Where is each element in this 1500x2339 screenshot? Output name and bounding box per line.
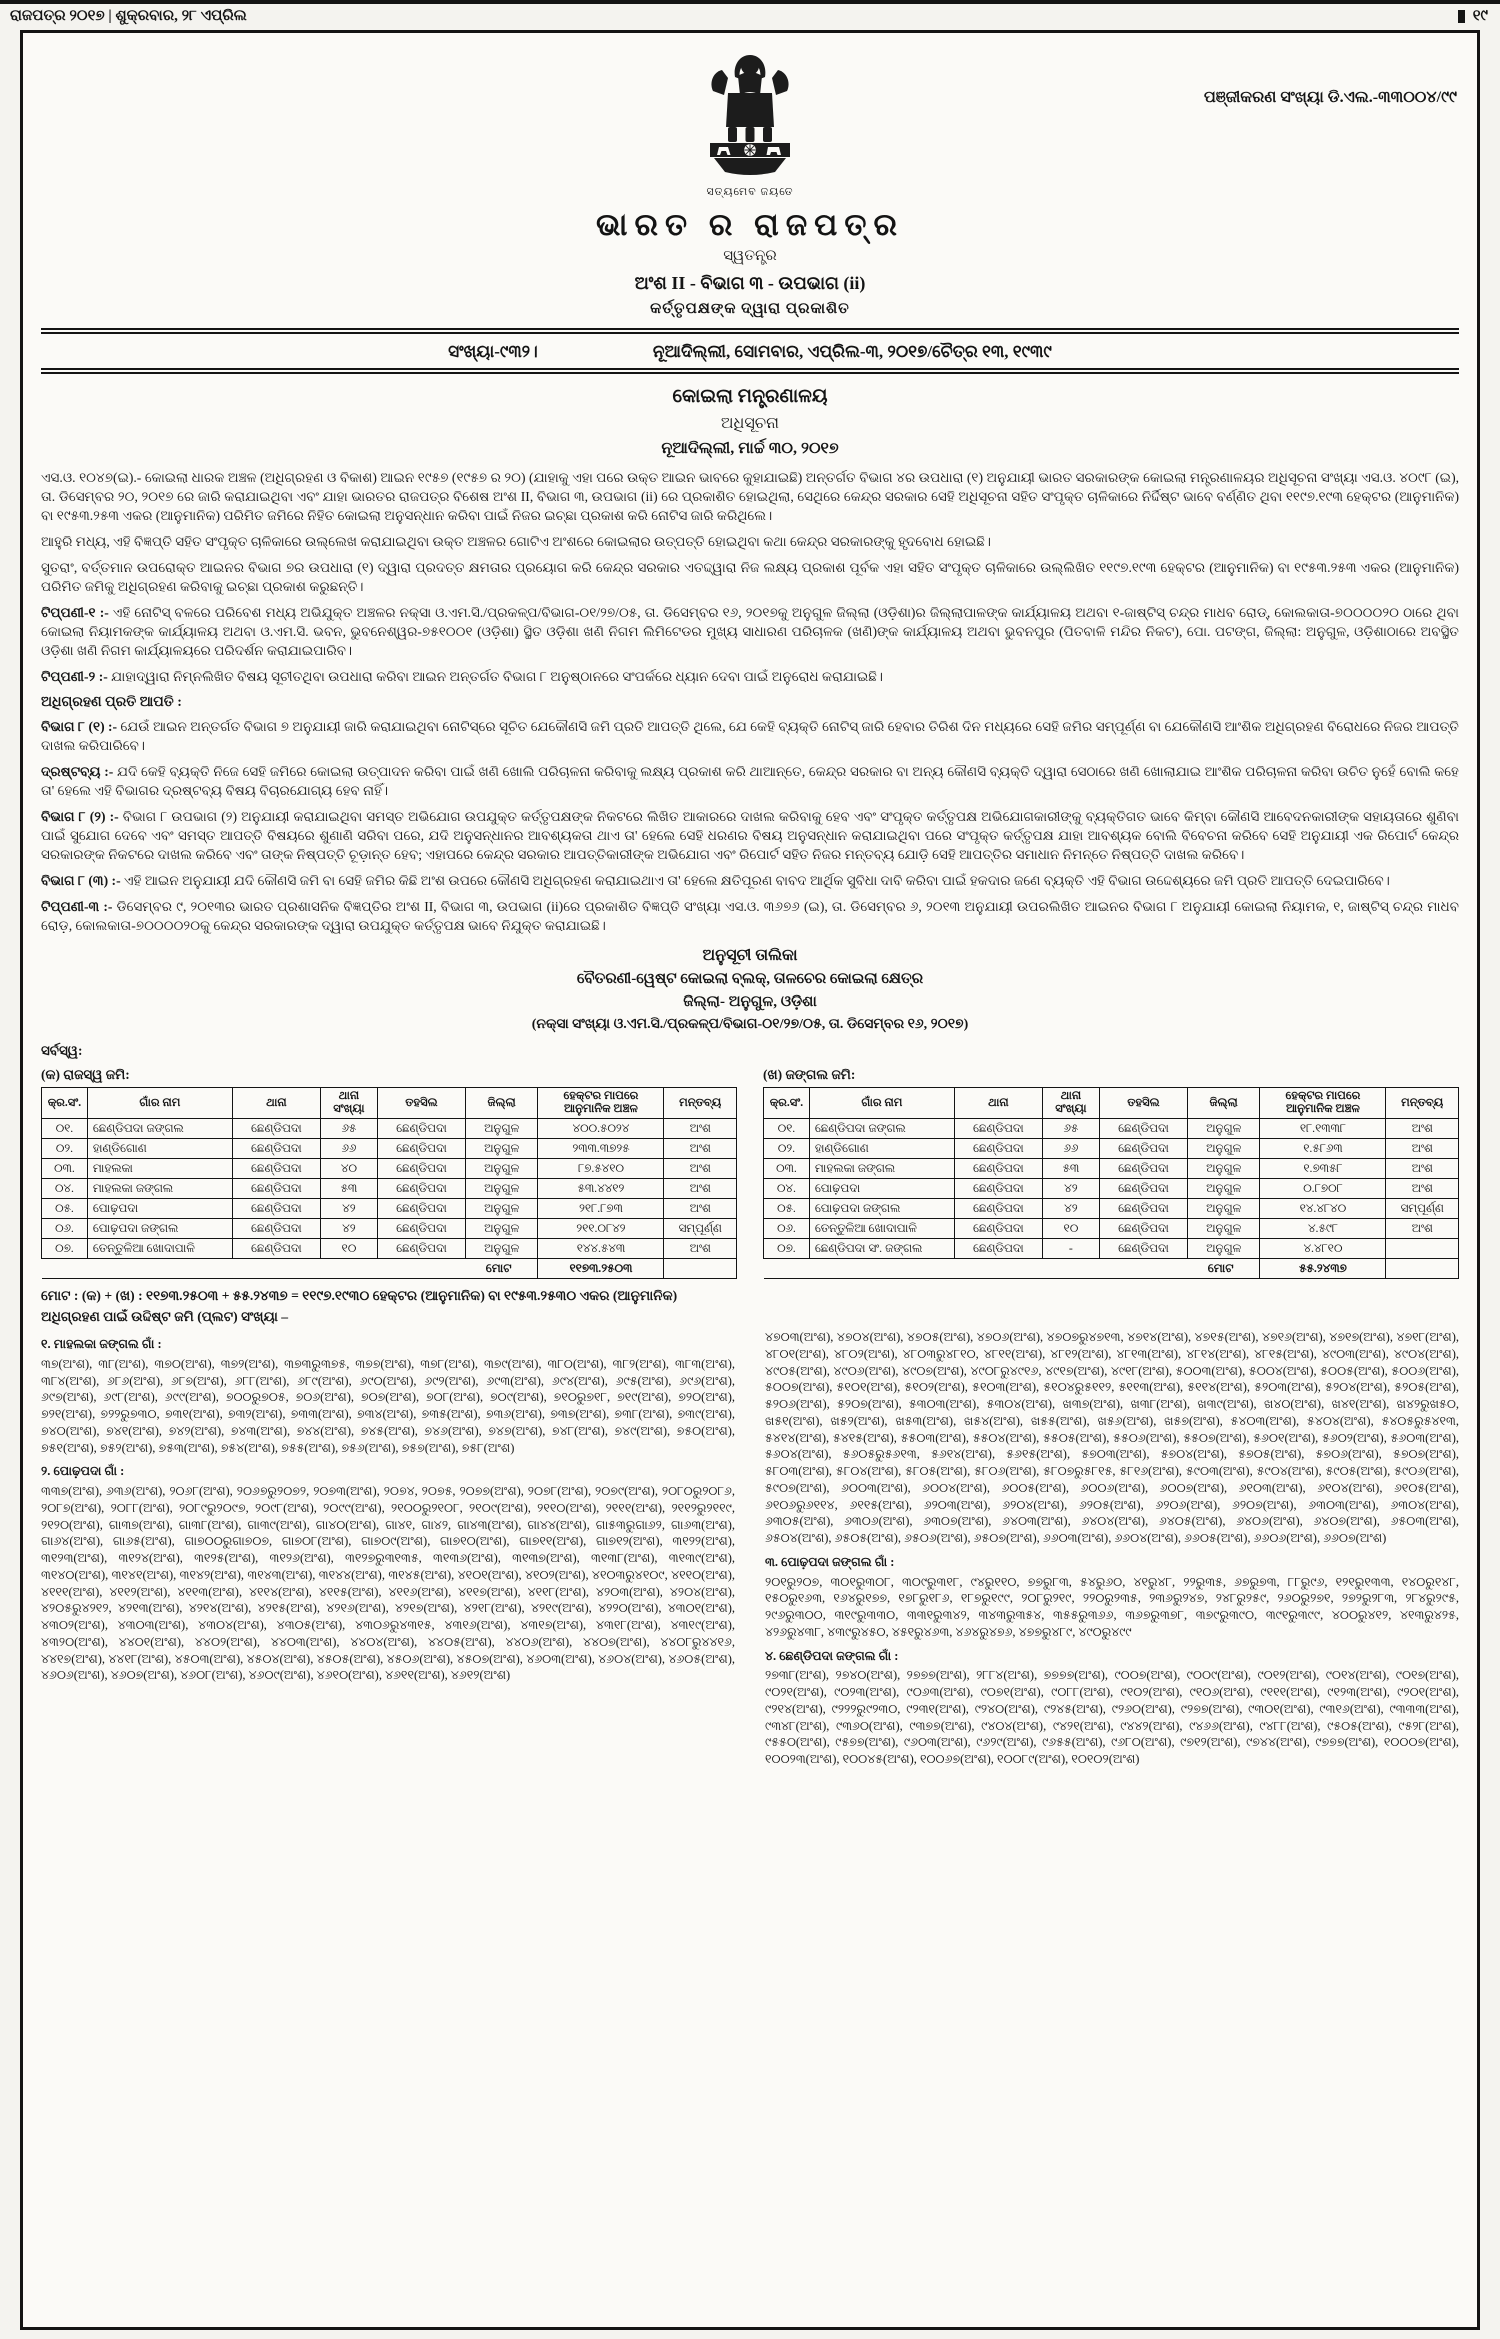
table-header-row bbox=[764, 1088, 1459, 1119]
page-header bbox=[0, 4, 1500, 30]
issue-line bbox=[41, 334, 1459, 368]
table-cell: ଛେଣ୍ଡିପଦା bbox=[232, 1159, 320, 1179]
table-cell: ଅନୁଗୁଳ bbox=[1187, 1159, 1260, 1179]
table-cell: ୫୩.୪୪୧୨ bbox=[538, 1179, 664, 1199]
table-cell: ୪୨ bbox=[320, 1199, 377, 1219]
table-cell: ହାଣ୍ଡିଗୋଣ bbox=[809, 1139, 954, 1159]
ministry-title: କୋଇଲା ମନ୍ତ୍ରଣାଳୟ bbox=[672, 386, 828, 407]
schedule-district: ଜିଲ୍ଲା- ଅନୁଗୁଳ, ଓଡ଼ିଶା bbox=[683, 994, 817, 1011]
table-cell: ତେନ୍ତୁଳିଆ ଖୋଦାପାଳି bbox=[87, 1239, 232, 1259]
table-cell: ୮୭.୫୪୧୦ bbox=[538, 1159, 664, 1179]
table-cell: ଛେଣ୍ଡିପଦା bbox=[954, 1239, 1042, 1259]
plot-section-heading: ୪. ଛେଣ୍ଡିପଦା ଜଙ୍ଗଲ ଗାଁ : bbox=[765, 1648, 899, 1663]
plot-column-right bbox=[765, 1329, 1459, 1771]
revenue-land-caption: (କ) ରାଜସ୍ୱ ଜମି: bbox=[41, 1067, 130, 1083]
table-cell: ୫୫.୨୪୩୭ bbox=[1260, 1259, 1386, 1279]
table-cell: ଛେଣ୍ଡିପଦା bbox=[378, 1239, 466, 1259]
para-finding: ଆହୁରି ମଧ୍ୟ, ଏହି ବିଜ୍ଞପ୍ତି ସହିତ ସଂପୃକ୍ତ ଚାଳିକାରେ ଉଲ୍ଲେଖ କରାଯାଇଥିବା ଉକ୍ତ ଅଞ୍ଚଳର ଗୋଟିଏ ଅଂଶରେ କୋଇଲାର ଉତ୍ପତ୍ତି ହୋଇଥିବା କଥା କେନ୍ଦ୍ର ସରକାରଙ୍କୁ ହୃଦବୋଧ ହୋଇଛି। bbox=[41, 534, 992, 550]
table-cell: ୦୫. bbox=[42, 1199, 88, 1219]
table-cell: ୦୬. bbox=[764, 1219, 810, 1239]
table-cell: ସମ୍ପୂର୍ଣ୍ଣ bbox=[1386, 1199, 1459, 1219]
table-row bbox=[42, 1219, 737, 1239]
table-total-row bbox=[764, 1259, 1459, 1279]
table-cell: ଛେଣ୍ଡିପଦା bbox=[378, 1179, 466, 1199]
property-label: ସର୍ବସ୍ୱ: bbox=[41, 1043, 83, 1059]
table-row bbox=[764, 1139, 1459, 1159]
para-note-1: ଟିପ୍ପଣୀ-୧ :- ଏହି ନୋଟିସ୍ ବଳରେ ପରିବେଶ ମଧ୍ୟ ଅଭିଯୁକ୍ତ ଅଞ୍ଚଳର ନକ୍ସା ଓ.ଏମ.ସି./ପ୍ରକଳ୍ପ/ବିଭାଗ-୦୧/୨୭/୦୫, ତା. ଡିସେମ୍ବର ୧୬, ୨୦୧୭କୁ ଅନୁଗୁଳ ଜିଲ୍ଲା (ଓଡ଼ିଶା)ର ଜିଲ୍ଲାପାଳଙ୍କ କାର୍ଯ୍ୟାଳୟ ଅଥବା ୧-ଜାଷ୍ଟିସ୍ ଚନ୍ଦ୍ର ମାଧବ ରୋଡ୍, କୋଲକାତା-୭୦୦୦୦୨୦ ଠାରେ ଥିବା କୋଇଲା ନିୟାମକଙ୍କ କାର୍ଯ୍ୟାଳୟ ଅଥବା ଓ.ଏମ.ସି. ଭବନ, ଭୁବନେଶ୍ୱର-୭୫୧୦୦୧ (ଓଡ଼ିଶା) ସ୍ଥିତ ଓଡ଼ିଶା ଖଣି ନିଗମ ଲିମିଟେଡର ମୁଖ୍ୟ ସାଧାରଣ ପରିଚାଳକ (ଖଣି)ଙ୍କ କାର୍ଯ୍ୟାଳୟ ଅଥବା ଭୁବନପୁର (ପିତବାଳି ମନ୍ଦିର ନିକଟ), ପୋ. ପଟଙ୍ଗ, ଜିଲ୍ଲା: ଅନୁଗୁଳ, ଓଡ଼ିଶାଠାରେ ଅବସ୍ଥିତ ଓଡ଼ିଶା ଖଣି ନିଗମ କାର୍ଯ୍ୟାଳୟରେ ପରିଦର୍ଶନ କରାଯାଇପାରିବ। bbox=[41, 605, 1459, 659]
plot-section-heading: ୧. ମାହଲକା ଜଙ୍ଗଲ ଗାଁ : bbox=[41, 1337, 162, 1352]
table-cell: ୦୧. bbox=[42, 1119, 88, 1139]
para-declaration: ସୁତରାଂ, ବର୍ତ୍ତମାନ ଉପରୋକ୍ତ ଆଇନର ବିଭାଗ ୭ର ଉପଧାରା (୧) ଦ୍ୱାରା ପ୍ରଦତ୍ତ କ୍ଷମତାର ପ୍ରୟୋଗ କରି କେନ୍ଦ୍ର ସରକାର ଏତଦ୍ଦ୍ୱାରା ନିଜ ଲକ୍ଷ୍ୟ ପ୍ରକାଶ ପୂର୍ବକ ଏହା ସହିତ ସଂପୃକ୍ତ ଚାଳିକାରେ ଉଲ୍ଲିଖିତ ୧୧୯୭.୧୯୩ ହେକ୍ଟର (ଆନୁମାନିକ) ବା ୧୯୫୩.୨୫୩ ଏକର (ଆନୁମାନିକ) ପରିମିତ ଜମିକୁ ଅଧିଗ୍ରହଣ କରିବାକୁ ଇଚ୍ଛା ପ୍ରକାଶ କରୁଛନ୍ତି। bbox=[41, 560, 1459, 595]
table-cell: ଅନୁଗୁଳ bbox=[465, 1239, 538, 1259]
para-section-8-1: ବିଭାଗ ୮ (୧) :- ଯେଉଁ ଆଇନ ଅନ୍ତର୍ଗତ ବିଭାଗ ୭ ଅନୁଯାୟୀ ଜାରି କରାଯାଇଥିବା ନୋଟିସ୍‌ରେ ସୂଚିତ ଯେକୌଣସି ଜମି ପ୍ରତି ଆପତ୍ତି ଥିଲେ, ଯେ କେହି ବ୍ୟକ୍ତି ନୋଟିସ୍ ଜାରି ହେବାର ତିରିଶ ଦିନ ମଧ୍ୟରେ ସେହି ଜମିର ସମ୍ପୂର୍ଣ୍ଣ ବା ଯେକୌଣସି ଆଂଶିକ ଅଧିଗ୍ରହଣ ବିରୋଧରେ ନିଜର ଆପତ୍ତି ଦାଖଲ କରିପାରିବେ। bbox=[41, 718, 1459, 753]
table-cell: ୧୪୪.୫୪୩ bbox=[538, 1239, 664, 1259]
gazette-title: ଭାରତ ର ରାଜପତ୍ର bbox=[596, 207, 904, 242]
table-row bbox=[42, 1139, 737, 1159]
table-cell: ଛେଣ୍ଡିପଦା bbox=[232, 1179, 320, 1199]
table-cell: ମାହଲକା ଜଙ୍ଗଲ bbox=[809, 1159, 954, 1179]
table-cell: ତେନ୍ତୁଳିଆ ଖୋଦାପାଳି bbox=[809, 1219, 954, 1239]
table-cell: ଅଂଶ bbox=[1386, 1159, 1459, 1179]
para-note-explanation: ଦ୍ରଷ୍ଟବ୍ୟ :- ଯଦି କେହି ବ୍ୟକ୍ତି ନିଜେ ସେହି ଜମିରେ କୋଇଲା ଉତ୍ପାଦନ କରିବା ପାଇଁ ଖଣି ଖୋଲି ପରିଚାଳନା କରିବାକୁ ଲକ୍ଷ୍ୟ ପ୍ରକାଶ କରି ଥାଆନ୍ତେ, କେନ୍ଦ୍ର ସରକାର ବା ଅନ୍ୟ କୌଣସି ବ୍ୟକ୍ତି ଦ୍ୱାରା ସେଠାରେ ଖଣି ଖୋଲାଯାଇ ଆଂଶିକ ପରିଚାଳନା କରିବା ଉଚିତ ନୁହେଁ ବୋଲି କହେ ତା' ହେଲେ ଏହି ବିଭାଗର ଦ୍ରଷ୍ଟବ୍ୟ ବିଷୟ ବିଚାରଯୋଗ୍ୟ ହେବ ନାହିଁ। bbox=[41, 763, 1459, 798]
table-cell: ୧.୭୩୫୮ bbox=[1260, 1159, 1386, 1179]
plot-number-list: ୩୩୭(ଅଂଶ), ୬୩୬(ଅଂଶ), ୨୦୬୮(ଅଂଶ), ୨୦୬୭ରୁ୨୦୭୨, ୨୦୭୩(ଅଂଶ), ୨୦୭୪, ୨୦୭୫, ୨୦୭୭(ଅଂଶ), ୨୦୭୮(ଅଂଶ), ୨୦୭୯(ଅଂଶ), ୨୦୮୦ରୁ୨୦୮୬, ୨୦୮୭(ଅଂଶ), ୨୦୮୮(ଅଂଶ), ୨୦୮୯ରୁ୨୦୯୭, ୨୦୯୮(ଅଂଶ), ୨୦୯୯(ଅଂଶ), ୨୧୦୦ରୁ୨୧୦୮, ୨୧୦୯(ଅଂଶ), ୨୧୧୦(ଅଂଶ), ୨୧୧୧(ଅଂଶ), ୨୧୧୨ରୁ୨୧୧୯, ୨୧୨୦(ଅଂଶ), ଗା୩୭(ଅଂଶ), ଗା୩୮(ଅଂଶ), ଗା୩୯(ଅଂଶ), ଗା୪୦(ଅଂଶ), ଗା୪୧, ଗା୪୨, ଗା୪୩(ଅଂଶ), ଗା୪୪(ଅଂଶ), ଗା୫୩ରୁଗା୬୨, ଗା୬୩(ଅଂଶ), ଗା୬୪(ଅଂଶ), ଗା୬୫(ଅଂଶ), ଗା୭୦୦ରୁଗା୭୦୭, ଗା୭୦୮(ଅଂଶ), ଗା୭୦୯(ଅଂଶ), ଗା୭୧୦(ଅଂଶ), ଗା୭୧୧(ଅଂଶ), ଗା୭୧୨(ଅଂଶ), ୩୧୨୨(ଅଂଶ), ୩୧୨୩(ଅଂଶ), ୩୧୨୪(ଅଂଶ), ୩୧୨୫(ଅଂଶ), ୩୧୨୬(ଅଂଶ), ୩୧୨୭ରୁ୩୧୩୫, ୩୧୩୬(ଅଂଶ), ୩୧୩୭(ଅଂଶ), ୩୧୩୮(ଅଂଶ), ୩୧୩୯(ଅଂଶ), ୩୧୪୦(ଅଂଶ), ୩୧୪୧(ଅଂଶ), ୩୧୪୨(ଅଂଶ), ୩୧୪୩(ଅଂଶ), ୩୧୪୪(ଅଂଶ), ୩୧୪୫(ଅଂଶ), ୪୧୦୧(ଅଂଶ), ୪୧୦୨(ଅଂଶ), ୪୧୦୩ରୁ୪୧୦୯, ୪୧୧୦(ଅଂଶ), ୪୧୧୧(ଅଂଶ), ୪୧୧୨(ଅଂଶ), ୪୧୧୩(ଅଂଶ), ୪୧୧୪(ଅଂଶ), ୪୧୧୫(ଅଂଶ), ୪୧୧୬(ଅଂଶ), ୪୧୧୭(ଅଂଶ), ୪୧୧୮(ଅଂଶ), ୪୨୦୩(ଅଂଶ), ୪୨୦୪(ଅଂଶ), ୪୨୦୫ରୁ୪୨୧୨, ୪୨୧୩(ଅଂଶ), ୪୨୧୪(ଅଂଶ), ୪୨୧୫(ଅଂଶ), ୪୨୧୬(ଅଂଶ), ୪୨୧୭(ଅଂଶ), ୪୨୧୮(ଅଂଶ), ୪୨୧୯(ଅଂଶ), ୪୨୨୦(ଅଂଶ), ୪୩୦୧(ଅଂଶ), ୪୩୦୨(ଅଂଶ), ୪୩୦୩(ଅଂଶ), ୪୩୦୪(ଅଂଶ), ୪୩୦୫(ଅଂଶ), ୪୩୦୬ରୁ୪୩୧୫, ୪୩୧୬(ଅଂଶ), ୪୩୧୭(ଅଂଶ), ୪୩୧୮(ଅଂଶ), ୪୩୧୯(ଅଂଶ), ୪୩୨୦(ଅଂଶ), ୪୪୦୧(ଅଂଶ), ୪୪୦୨(ଅଂଶ), ୪୪୦୩(ଅଂଶ), ୪୪୦୪(ଅଂଶ), ୪୪୦୫(ଅଂଶ), ୪୪୦୬(ଅଂଶ), ୪୪୦୭(ଅଂଶ), ୪୪୦୮ରୁ୪୪୧୬, ୪୪୧୭(ଅଂଶ), ୪୪୧୮(ଅଂଶ), ୪୫୦୩(ଅଂଶ), ୪୫୦୪(ଅଂଶ), ୪୫୦୫(ଅଂଶ), ୪୫୦୬(ଅଂଶ), ୪୫୦୭(ଅଂଶ), ୪୬୦୩(ଅଂଶ), ୪୬୦୪(ଅଂଶ), ୪୬୦୫(ଅଂଶ), ୪୬୦୬(ଅଂଶ), ୪୬୦୭(ଅଂଶ), ୪୬୦୮(ଅଂଶ), ୪୬୦୯(ଅଂଶ), ୪୬୧୦(ଅଂଶ), ୪୬୧୧(ଅଂଶ), ୪୬୧୨(ଅଂଶ) bbox=[41, 1484, 735, 1683]
revenue-land-table-wrap bbox=[41, 1063, 737, 1279]
plots-heading: ଅଧିଗ୍ରହଣ ପାଇଁ ଉଦ୍ଦିଷ୍ଟ ଜମି (ପ୍ଲଟ) ସଂଖ୍ୟା – bbox=[41, 1309, 289, 1325]
table-cell bbox=[1386, 1259, 1459, 1279]
issue-place-date: ନୂଆଦିଲ୍ଲୀ, ସୋମବାର, ଏପ୍ରିଲ-୩, ୨୦୧୭/ଚୈତ୍ର ୧୩, ୧୯୩୯ bbox=[652, 342, 1052, 361]
column-header: ତହସିଲ bbox=[1100, 1088, 1188, 1119]
table-cell: ଛେଣ୍ଡିପଦା ଜଙ୍ଗଲ bbox=[809, 1119, 954, 1139]
column-header: ଜିଲ୍ଲା bbox=[1187, 1088, 1260, 1119]
table-cell: ଛେଣ୍ଡିପଦା bbox=[1100, 1219, 1188, 1239]
plot-column-left bbox=[41, 1329, 735, 1771]
column-header: ମନ୍ତବ୍ୟ bbox=[1386, 1088, 1459, 1119]
table-cell: ୬୫ bbox=[320, 1119, 377, 1139]
table-cell: ୬୬ bbox=[320, 1139, 377, 1159]
table-cell bbox=[1386, 1239, 1459, 1259]
table-cell bbox=[664, 1259, 737, 1279]
table-cell: ଛେଣ୍ଡିପଦା bbox=[378, 1219, 466, 1239]
table-row bbox=[42, 1179, 737, 1199]
table-row bbox=[42, 1239, 737, 1259]
table-header-row bbox=[42, 1088, 737, 1119]
table-cell: ୦୨. bbox=[42, 1139, 88, 1159]
table-cell: ଅଂଶ bbox=[1386, 1219, 1459, 1239]
table-cell: ଅନୁଗୁଳ bbox=[465, 1179, 538, 1199]
table-cell: ଛେଣ୍ଡିପଦା bbox=[1100, 1139, 1188, 1159]
table-cell: ୬୫ bbox=[1042, 1119, 1099, 1139]
column-header: ହେକ୍ଟର ମାପରେ ଆନୁମାନିକ ଅଞ୍ଚଳ bbox=[538, 1088, 664, 1119]
table-cell: ପୋଢ଼ପଦା bbox=[809, 1179, 954, 1199]
table-cell: ୧୦ bbox=[320, 1239, 377, 1259]
schedule-title: ଅନୁସୂଚୀ ତାଲିକା bbox=[702, 947, 798, 965]
revenue-land-table bbox=[41, 1087, 737, 1279]
issue-number: ସଂଖ୍ୟା-୯୩୨। bbox=[448, 342, 538, 361]
gazette-page-frame bbox=[20, 30, 1480, 2330]
table-cell: ଅଂଶ bbox=[664, 1199, 737, 1219]
table-row bbox=[764, 1239, 1459, 1259]
table-row bbox=[764, 1119, 1459, 1139]
notification-type: ଅଧିସୂଚନା bbox=[720, 415, 780, 432]
table-row bbox=[764, 1219, 1459, 1239]
grand-total-line: ମୋଟ : (କ) + (ଖ) : ୧୧୭୩.୨୫୦୩ + ୫୫.୨୪୩୭ = ୧୧୯୭.୧୯୩୦ ହେକ୍ଟର (ଆନୁମାନିକ) ବା ୧୯୫୩.୨୫୩୦ ଏକର (ଆନୁମାନିକ) bbox=[41, 1288, 678, 1304]
column-header: ଗାଁର ନାମ bbox=[809, 1088, 954, 1119]
para-section-8-3: ବିଭାଗ ୮ (୩) :- ଏହି ଆଇନ ଅନୁଯାୟୀ ଯଦି କୌଣସି ଜମି ବା ସେହି ଜମିର କିଛି ଅଂଶ ଉପରେ କୌଣସି ଅଧିଗ୍ରହଣ କରାଯାଇଥାଏ ତା' ହେଲେ କ୍ଷତିପୂରଣ ବାବଦ ଆର୍ଥିକ ସୁବିଧା ଦାବି କରିବା ପାଇଁ ହକଦାର ଜଣେ ବ୍ୟକ୍ତି ଏହି ବିଭାଗ ଉଦ୍ଦେଶ୍ୟରେ ଜମି ପ୍ରତି ଆପତ୍ତି ଦେଇପାରିବେ। bbox=[41, 873, 1390, 889]
table-cell: ମାହଲକା bbox=[87, 1159, 232, 1179]
table-cell: ଛେଣ୍ଡିପଦା bbox=[954, 1119, 1042, 1139]
table-cell: ୨୧୧.୦୮୪୨ bbox=[538, 1219, 664, 1239]
table-cell: ୧୦ bbox=[1042, 1219, 1099, 1239]
table-cell: ଅନୁଗୁଳ bbox=[1187, 1179, 1260, 1199]
table-cell: ଛେଣ୍ଡିପଦା ସଂ. ଜଙ୍ଗଲ bbox=[809, 1239, 954, 1259]
table-cell: ୦୪. bbox=[42, 1179, 88, 1199]
table-cell: ମୋଟ bbox=[764, 1259, 1260, 1279]
table-row bbox=[42, 1119, 737, 1139]
table-cell: ପୋଢ଼ପଦା ଜଙ୍ଗଲ bbox=[87, 1219, 232, 1239]
table-cell: ୦୪. bbox=[764, 1179, 810, 1199]
table-cell: ଅଂଶ bbox=[664, 1119, 737, 1139]
table-cell: ୫୩ bbox=[320, 1179, 377, 1199]
column-header: ମନ୍ତବ୍ୟ bbox=[664, 1088, 737, 1119]
table-cell: ଅଂଶ bbox=[1386, 1139, 1459, 1159]
column-header: ତହସିଲ bbox=[378, 1088, 466, 1119]
table-cell: ଅଂଶ bbox=[664, 1239, 737, 1259]
plot-section-heading: ୨. ପୋଢ଼ପଦା ଗାଁ : bbox=[41, 1464, 125, 1479]
table-cell: ଅଂଶ bbox=[1386, 1119, 1459, 1139]
column-header: ଜିଲ୍ଲା bbox=[465, 1088, 538, 1119]
table-cell: ୦୧. bbox=[764, 1119, 810, 1139]
plot-number-columns bbox=[41, 1329, 1459, 1771]
table-cell: ୪୨ bbox=[1042, 1179, 1099, 1199]
table-cell: ୫୩ bbox=[1042, 1159, 1099, 1179]
table-cell: ୧୮.୧୩୩୮ bbox=[1260, 1119, 1386, 1139]
table-total-row bbox=[42, 1259, 737, 1279]
column-header: କ୍ର.ସଂ. bbox=[764, 1088, 810, 1119]
table-cell: ୧୧୭୩.୨୫୦୩ bbox=[538, 1259, 664, 1279]
page-number: ୧୯ bbox=[1472, 8, 1488, 24]
registration-number: ପଞ୍ଜୀକରଣ ସଂଖ୍ୟା ଡି.ଏଲ.-୩୩୦୦୪/୯୯ bbox=[1203, 89, 1457, 106]
column-header: ଥାନା ସଂଖ୍ୟା bbox=[1042, 1088, 1099, 1119]
table-cell: ଛେଣ୍ଡିପଦା bbox=[954, 1179, 1042, 1199]
national-emblem-icon bbox=[702, 49, 798, 179]
table-cell: ମାହଲକା ଜଙ୍ଗଲ bbox=[87, 1179, 232, 1199]
table-cell: ଛେଣ୍ଡିପଦା bbox=[232, 1119, 320, 1139]
table-cell: ଛେଣ୍ଡିପଦା bbox=[954, 1199, 1042, 1219]
schedule-map-reference: (ନକ୍ସା ସଂଖ୍ୟା ଓ.ଏମ.ସି./ପ୍ରକଳ୍ପ/ବିଭାଗ-୦୧/୨୭/୦୫, ତା. ଡିସେମ୍ବର ୧୬, ୨୦୧୭) bbox=[531, 1017, 969, 1033]
table-cell: ୦୫. bbox=[764, 1199, 810, 1219]
table-cell: ୪୦ bbox=[320, 1159, 377, 1179]
table-cell: ଅଂଶ bbox=[664, 1159, 737, 1179]
table-cell: ୬୬ bbox=[1042, 1139, 1099, 1159]
gazette-part-line: ଅଂଶ II - ବିଭାଗ ୩ - ଉପଭାଗ (ii) bbox=[634, 273, 866, 293]
table-row bbox=[764, 1199, 1459, 1219]
table-cell: ୦୨. bbox=[764, 1139, 810, 1159]
table-cell: ୦୬. bbox=[42, 1219, 88, 1239]
table-row bbox=[764, 1179, 1459, 1199]
table-cell: ଅନୁଗୁଳ bbox=[465, 1159, 538, 1179]
land-tables bbox=[41, 1063, 1459, 1279]
table-cell: ୪୨ bbox=[320, 1219, 377, 1239]
column-header: ଥାନା bbox=[954, 1088, 1042, 1119]
plot-number-list: ୪୭୦୩(ଅଂଶ), ୪୭୦୪(ଅଂଶ), ୪୭୦୫(ଅଂଶ), ୪୭୦୬(ଅଂଶ), ୪୭୦୭ରୁ୪୭୧୩, ୪୭୧୪(ଅଂଶ), ୪୭୧୫(ଅଂଶ), ୪୭୧୬(ଅଂଶ), ୪୭୧୭(ଅଂଶ), ୪୭୧୮(ଅଂଶ), ୪୮୦୧(ଅଂଶ), ୪୮୦୨(ଅଂଶ), ୪୮୦୩ରୁ୪୮୧୦, ୪୮୧୧(ଅଂଶ), ୪୮୧୨(ଅଂଶ), ୪୮୧୩(ଅଂଶ), ୪୮୧୪(ଅଂଶ), ୪୮୧୫(ଅଂଶ), ୪୯୦୩(ଅଂଶ), ୪୯୦୪(ଅଂଶ), ୪୯୦୫(ଅଂଶ), ୪୯୦୬(ଅଂଶ), ୪୯୦୭(ଅଂଶ), ୪୯୦୮ରୁ୪୯୧୬, ୪୯୧୭(ଅଂଶ), ୪୯୧୮(ଅଂଶ), ୫୦୦୩(ଅଂଶ), ୫୦୦୪(ଅଂଶ), ୫୦୦୫(ଅଂଶ), ୫୦୦୬(ଅଂଶ), ୫୦୦୭(ଅଂଶ), ୫୧୦୧(ଅଂଶ), ୫୧୦୨(ଅଂଶ), ୫୧୦୩(ଅଂଶ), ୫୧୦୪ରୁ୫୧୧୨, ୫୧୧୩(ଅଂଶ), ୫୧୧୪(ଅଂଶ), ୫୨୦୩(ଅଂଶ), ୫୨୦୪(ଅଂଶ), ୫୨୦୫(ଅଂଶ), ୫୨୦୬(ଅଂଶ), ୫୨୦୭(ଅଂଶ), ୫୩୦୩(ଅଂଶ), ୫୩୦୪(ଅଂଶ), ଖ୩୭(ଅଂଶ), ଖ୩୮(ଅଂଶ), ଖ୩୯(ଅଂଶ), ଖ୪୦(ଅଂଶ), ଖ୪୧(ଅଂଶ), ଖ୪୨ରୁଖ୫୦, ଖ୫୧(ଅଂଶ), ଖ୫୨(ଅଂଶ), ଖ୫୩(ଅଂଶ), ଖ୫୪(ଅଂଶ), ଖ୫୫(ଅଂଶ), ଖ୫୬(ଅଂଶ), ଖ୫୭(ଅଂଶ), ୫୪୦୩(ଅଂଶ), ୫୪୦୪(ଅଂଶ), ୫୪୦୫ରୁ୫୪୧୩, ୫୪୧୪(ଅଂଶ), ୫୪୧୫(ଅଂଶ), ୫୫୦୩(ଅଂଶ), ୫୫୦୪(ଅଂଶ), ୫୫୦୫(ଅଂଶ), ୫୫୦୬(ଅଂଶ), ୫୫୦୭(ଅଂଶ), ୫୬୦୧(ଅଂଶ), ୫୬୦୨(ଅଂଶ), ୫୬୦୩(ଅଂଶ), ୫୬୦୪(ଅଂଶ), ୫୬୦୫ରୁ୫୬୧୩, ୫୬୧୪(ଅଂଶ), ୫୬୧୫(ଅଂଶ), ୫୭୦୩(ଅଂଶ), ୫୭୦୪(ଅଂଶ), ୫୭୦୫(ଅଂଶ), ୫୭୦୬(ଅଂଶ), ୫୭୦୭(ଅଂଶ), ୫୮୦୩(ଅଂଶ), ୫୮୦୪(ଅଂଶ), ୫୮୦୫(ଅଂଶ), ୫୮୦୬(ଅଂଶ), ୫୮୦୭ରୁ୫୮୧୫, ୫୮୧୬(ଅଂଶ), ୫୯୦୩(ଅଂଶ), ୫୯୦୪(ଅଂଶ), ୫୯୦୫(ଅଂଶ), ୫୯୦୬(ଅଂଶ), ୫୯୦୭(ଅଂଶ), ୬୦୦୩(ଅଂଶ), ୬୦୦୪(ଅଂଶ), ୬୦୦୫(ଅଂଶ), ୬୦୦୬(ଅଂଶ), ୬୦୦୭(ଅଂଶ), ୬୧୦୩(ଅଂଶ), ୬୧୦୪(ଅଂଶ), ୬୧୦୫(ଅଂଶ), ୬୧୦୬ରୁ୬୧୧୪, ୬୧୧୫(ଅଂଶ), ୬୨୦୩(ଅଂଶ), ୬୨୦୪(ଅଂଶ), ୬୨୦୫(ଅଂଶ), ୬୨୦୬(ଅଂଶ), ୬୨୦୭(ଅଂଶ), ୬୩୦୩(ଅଂଶ), ୬୩୦୪(ଅଂଶ), ୬୩୦୫(ଅଂଶ), ୬୩୦୬(ଅଂଶ), ୬୩୦୭(ଅଂଶ), ୬୪୦୩(ଅଂଶ), ୬୪୦୪(ଅଂଶ), ୬୪୦୫(ଅଂଶ), ୬୪୦୬(ଅଂଶ), ୬୪୦୭(ଅଂଶ), ୬୫୦୩(ଅଂଶ), ୬୫୦୪(ଅଂଶ), ୬୫୦୫(ଅଂଶ), ୬୫୦୬(ଅଂଶ), ୬୫୦୭(ଅଂଶ), ୬୬୦୩(ଅଂଶ), ୬୬୦୪(ଅଂଶ), ୬୬୦୫(ଅଂଶ), ୬୬୦୬(ଅଂଶ), ୬୬୦୭(ଅଂଶ) bbox=[765, 1330, 1459, 1546]
column-header: କ୍ର.ସଂ. bbox=[42, 1088, 88, 1119]
table-cell: ଅନୁଗୁଳ bbox=[465, 1219, 538, 1239]
column-header: ଥାନା bbox=[232, 1088, 320, 1119]
table-cell: ୨୧୮.୮୭୩ bbox=[538, 1199, 664, 1219]
table-cell: ୪.୪୮୧୦ bbox=[1260, 1239, 1386, 1259]
table-cell: ଅନୁଗୁଳ bbox=[1187, 1119, 1260, 1139]
table-cell: ୦.୮୭୦୮ bbox=[1260, 1179, 1386, 1199]
table-cell: ଛେଣ୍ଡିପଦା bbox=[232, 1139, 320, 1159]
table-cell: ଅଂଶ bbox=[1386, 1179, 1459, 1199]
table-cell: ଛେଣ୍ଡିପଦା bbox=[378, 1199, 466, 1219]
table-cell: ୪୦୦.୫୦୨୪ bbox=[538, 1119, 664, 1139]
schedule-coal-block: ବୈତରଣୀ-ୱେଷ୍ଟ କୋଇଲା ବ୍ଲକ୍, ତାଳଚେର କୋଇଲା କ୍ଷେତ୍ର bbox=[576, 971, 924, 988]
table-cell: ପୋଢ଼ପଦା bbox=[87, 1199, 232, 1219]
table-cell: ଅନୁଗୁଳ bbox=[1187, 1139, 1260, 1159]
table-cell: ଛେଣ୍ଡିପଦା bbox=[378, 1159, 466, 1179]
table-row bbox=[764, 1159, 1459, 1179]
table-cell: ମୋଟ bbox=[42, 1259, 538, 1279]
table-cell: ଛେଣ୍ଡିପଦା bbox=[232, 1219, 320, 1239]
section-heading-objections: ଅଧିଗ୍ରହଣ ପ୍ରତି ଆପତି : bbox=[41, 695, 182, 711]
emblem-motto: ସତ୍ୟମେବ ଜୟତେ bbox=[706, 186, 794, 198]
table-cell: ଛେଣ୍ଡିପଦା ଜଙ୍ଗଲ bbox=[87, 1119, 232, 1139]
plot-number-list: ୩୭(ଅଂଶ), ୩୮(ଅଂଶ), ୩୭୦(ଅଂଶ), ୩୭୨(ଅଂଶ), ୩୭୩ରୁ୩୭୫, ୩୭୭(ଅଂଶ), ୩୭୮(ଅଂଶ), ୩୭୯(ଅଂଶ), ୩୮୦(ଅଂଶ), ୩୮୨(ଅଂଶ), ୩୮୩(ଅଂଶ), ୩୮୪(ଅଂଶ), ୬୮୬(ଅଂଶ), ୬୮୭(ଅଂଶ), ୬୮୮(ଅଂଶ), ୬୮୯(ଅଂଶ), ୬୯୦(ଅଂଶ), ୬୯୨(ଅଂଶ), ୬୯୩(ଅଂଶ), ୬୯୪(ଅଂଶ), ୬୯୫(ଅଂଶ), ୬୯୬(ଅଂଶ), ୬୯୭(ଅଂଶ), ୬୯୮(ଅଂଶ), ୬୯୯(ଅଂଶ), ୭୦୦ରୁ୭୦୫, ୭୦୬(ଅଂଶ), ୭୦୭(ଅଂଶ), ୭୦୮(ଅଂଶ), ୭୦୯(ଅଂଶ), ୭୧୦ରୁ୭୧୮, ୭୧୯(ଅଂଶ), ୭୨୦(ଅଂଶ), ୭୨୧(ଅଂଶ), ୭୨୨ରୁ୭୩୦, ୭୩୧(ଅଂଶ), ୭୩୨(ଅଂଶ), ୭୩୩(ଅଂଶ), ୭୩୪(ଅଂଶ), ୭୩୫(ଅଂଶ), ୭୩୬(ଅଂଶ), ୭୩୭(ଅଂଶ), ୭୩୮(ଅଂଶ), ୭୩୯(ଅଂଶ), ୭୪୦(ଅଂଶ), ୭୪୧(ଅଂଶ), ୭୪୨(ଅଂଶ), ୭୪୩(ଅଂଶ), ୭୪୪(ଅଂଶ), ୭୪୫(ଅଂଶ), ୭୪୬(ଅଂଶ), ୭୪୭(ଅଂଶ), ୭୪୮(ଅଂଶ), ୭୪୯(ଅଂଶ), ୭୫୦(ଅଂଶ), ୭୫୧(ଅଂଶ), ୭୫୨(ଅଂଶ), ୭୫୩(ଅଂଶ), ୭୫୪(ଅଂଶ), ୭୫୫(ଅଂଶ), ୭୫୬(ଅଂଶ), ୭୫୭(ଅଂଶ), ୭୫୮(ଅଂଶ) bbox=[41, 1356, 735, 1455]
table-cell: - bbox=[1042, 1239, 1099, 1259]
column-header: ହେକ୍ଟର ମାପରେ ଆନୁମାନିକ ଅଞ୍ଚଳ bbox=[1260, 1088, 1386, 1119]
table-cell: ହାଣ୍ଡିଗୋଣ bbox=[87, 1139, 232, 1159]
schedule-block bbox=[41, 947, 1459, 1033]
plot-section-heading: ୩. ପୋଢ଼ପଦା ଜଙ୍ଗଲ ଗାଁ : bbox=[765, 1554, 895, 1569]
table-cell: ଛେଣ୍ଡିପଦା bbox=[232, 1239, 320, 1259]
table-cell: ପୋଢ଼ପଦା ଜଙ୍ଗଲ bbox=[809, 1199, 954, 1219]
forest-land-table bbox=[763, 1087, 1459, 1279]
table-row bbox=[42, 1199, 737, 1219]
table-cell: ୪.୫୯୮ bbox=[1260, 1219, 1386, 1239]
table-cell: ଛେଣ୍ଡିପଦା bbox=[1100, 1179, 1188, 1199]
table-cell: ଅନୁଗୁଳ bbox=[1187, 1239, 1260, 1259]
table-row bbox=[42, 1159, 737, 1179]
forest-land-table-wrap bbox=[763, 1063, 1459, 1279]
para-so-number: ଏସ.ଓ. ୧୦୪୭(ଇ).- କୋଇଲା ଧାରକ ଅଞ୍ଚଳ (ଅଧିଗ୍ରହଣ ଓ ବିକାଶ) ଆଇନ ୧୯୫୭ (୧୯୫୭ ର ୨୦) (ଯାହାକୁ ଏହା ପରେ ଉକ୍ତ ଆଇନ ଭାବରେ କୁହାଯାଇଛି) ଅନ୍ତର୍ଗତ ବିଭାଗ ୪ର ଉପଧାରା (୧) ଅନୁଯାୟୀ ଭାରତ ସରକାରଙ୍କ କୋଇଲା ମନ୍ତ୍ରଣାଳୟର ଅଧିସୂଚନା ସଂଖ୍ୟା ଏସ.ଓ. ୪୦୯୮ (ଇ), ତା. ଡିସେମ୍ବର ୨୦, ୨୦୧୭ ରେ ଜାରି କରାଯାଇଥିବା ଏବଂ ଯାହା ଭାରତର ରାଜପତ୍ର ବିଶେଷ ଅଂଶ II, ବିଭାଗ ୩, ଉପଭାଗ (ii) ରେ ପ୍ରକାଶିତ ହୋଇଥିଲା, ସେଥିରେ କେନ୍ଦ୍ର ସରକାର ସେହି ଅଧିସୂଚନା ସହିତ ସଂପୃକ୍ତ ଚାଳିକାରେ ନିର୍ଦ୍ଦିଷ୍ଟ ଭାବେ ବର୍ଣ୍ଣିତ ଥିବା ୧୧୯୭.୧୯୩ ହେକ୍ଟର (ଆନୁମାନିକ) ବା ୧୯୫୩.୨୫୩ ଏକର (ଆନୁମାନିକ) ପରିମିତ ଜମିରେ ନିହିତ କୋଇଲା ଅନୁସନ୍ଧାନ କରିବା ପାଇଁ ନିଜର ଇଚ୍ଛା ପ୍ରକାଶ କରି ନୋଟିସ ଜାରି କରିଥିଲେ। bbox=[41, 470, 1459, 524]
page-header-left: ରାଜପତ୍ର ୨୦୧୭ | ଶୁକ୍ରବାର, ୨୮ ଏପ୍ରିଲ bbox=[10, 8, 247, 24]
column-header: ଗାଁର ନାମ bbox=[87, 1088, 232, 1119]
page-edge-mark-icon bbox=[1458, 10, 1465, 23]
table-cell: ଅନୁଗୁଳ bbox=[465, 1139, 538, 1159]
para-note-3: ଟିପ୍ପଣୀ-୩ :- ଡିସେମ୍ବର ୯, ୨୦୧୩ର ଭାରତ ପ୍ରଶାସନିକ ବିଜ୍ଞପ୍ତିର ଅଂଶ II, ବିଭାଗ ୩, ଉପଭାଗ (ii)ରେ ପ୍ରକାଶିତ ବିଜ୍ଞପ୍ତି ସଂଖ୍ୟା ଏସ.ଓ. ୩୬୭୬ (ଇ), ତା. ଡିସେମ୍ବର ୬, ୨୦୧୩ ଅନୁଯାୟୀ ଉପରଲିଖିତ ଆଇନର ବିଭାଗ ୮ ଅନୁଯାୟୀ କୋଇଲା ନିୟାମକ, ୧, ଜାଷ୍ଟିସ୍ ଚନ୍ଦ୍ର ମାଧବ ରୋଡ଼, କୋଲକାତା-୭୦୦୦୦୨୦କୁ କେନ୍ଦ୍ର ସରକାରଙ୍କ ଦ୍ୱାରା ଉପଯୁକ୍ତ କର୍ତ୍ତୃପକ୍ଷ ଭାବେ ନିଯୁକ୍ତ କରାଯାଇଛି। bbox=[41, 899, 1459, 934]
table-cell: ଅନୁଗୁଳ bbox=[1187, 1219, 1260, 1239]
para-note-2: ଟିପ୍ପଣୀ-୨ :- ଯାହାଦ୍ୱାରା ନିମ୍ନଲିଖିତ ବିଷୟ ସୂଚୀତଥିବା ଉପଧାରା କରିବା ଆଇନ ଅନ୍ତର୍ଗତ ବିଭାଗ ୮ ଅନୁଷ୍ଠାନରେ ସଂପର୍କରେ ଧ୍ୟାନ ଦେବା ପାଇଁ ଅନୁରୋଧ କରାଯାଇଛି। bbox=[41, 669, 884, 685]
column-header: ଥାନା ସଂଖ୍ୟା bbox=[320, 1088, 377, 1119]
table-cell: ଛେଣ୍ଡିପଦା bbox=[232, 1199, 320, 1219]
table-cell: ଅଂଶ bbox=[664, 1179, 737, 1199]
table-cell: ୦୩. bbox=[764, 1159, 810, 1179]
notification-body bbox=[41, 468, 1459, 935]
divider-rule bbox=[41, 368, 1459, 374]
forest-land-caption: (ଖ) ଜଙ୍ଗଲ ଜମି: bbox=[763, 1067, 856, 1083]
para-section-8-2: ବିଭାଗ ୮ (୨) :- ବିଭାଗ ୮ ଉପଭାଗ (୨) ଅନୁଯାୟୀ କରାଯାଇଥିବା ସମସ୍ତ ଅଭିଯୋଗ ଉପଯୁକ୍ତ କର୍ତ୍ତୃପକ୍ଷଙ୍କ ନିକଟରେ ଲିଖିତ ଆକାରରେ ଦାଖଲ କରିବାକୁ ହେବ ଏବଂ ସଂପୃକ୍ତ କର୍ତ୍ତୃପକ୍ଷ ଅଭିଯୋଗକାରୀଙ୍କୁ ବ୍ୟକ୍ତିଗତ ଭାବେ କିମ୍ବା କୌଣସି ଆବେଦନକାରୀଙ୍କ ସହାୟତାରେ ଶୁଣିବା ପାଇଁ ସୁଯୋଗ ଦେବେ ଏବଂ ସମସ୍ତ ଆପତ୍ତି ବିଷୟରେ ଶୁଣାଣି ସରିବା ପରେ, ଯଦି ଅନୁସନ୍ଧାନର ଆବଶ୍ୟକତା ଥାଏ ତା' ହେଲେ ସେହି ଧରଣର ବିଷୟ ଅନୁସନ୍ଧାନ କରାଯାଇଥିବା ପରେ ସଂପୃକ୍ତ କର୍ତ୍ତୃପକ୍ଷ ଯାହା ଆବଶ୍ୟକ ବୋଲି ବିବେଚନା କରିବେ ସେହି ଅନୁଯାୟୀ ଏକ ରିପୋର୍ଟ କେନ୍ଦ୍ର ସରକାରଙ୍କ ନିକଟରେ ଦାଖଲ କରିବେ ଏବଂ ତାଙ୍କ ନିଷ୍ପତ୍ତି ଚୂଡ଼ାନ୍ତ ହେବ; ଏହାପରେ କେନ୍ଦ୍ର ସରକାର ଆପତ୍ତିକାରୀଙ୍କ ଅଭିଯୋଗ ଏବଂ ରିପୋର୍ଟ ସହିତ ନିଜର ମନ୍ତବ୍ୟ ଯୋଡ଼ି ସେହି ଆପତ୍ତିର ସମାଧାନ ନିମନ୍ତେ ନିଷ୍ପତ୍ତି ଦାଖଲ କରିବେ। bbox=[41, 809, 1460, 863]
table-cell: ୨୩୩.୩୭୨୫ bbox=[538, 1139, 664, 1159]
notification-place-date: ନୂଆଦିଲ୍ଲୀ, ମାର୍ଚ୍ଚ ୩୦, ୨୦୧୭ bbox=[661, 440, 839, 457]
table-cell: ଅନୁଗୁଳ bbox=[1187, 1199, 1260, 1219]
gazette-authority-line: କର୍ତ୍ତୃପକ୍ଷଙ୍କ ଦ୍ୱାରା ପ୍ରକାଶିତ bbox=[650, 301, 850, 317]
table-cell: ୧୪.୪୮୪୦ bbox=[1260, 1199, 1386, 1219]
table-cell: ୧.୫୮୬୩ bbox=[1260, 1139, 1386, 1159]
table-cell: ୪୨ bbox=[1042, 1199, 1099, 1219]
table-cell: ୦୭. bbox=[42, 1239, 88, 1259]
table-cell: ସମ୍ପୂର୍ଣ୍ଣ bbox=[664, 1219, 737, 1239]
table-cell: ଅନୁଗୁଳ bbox=[465, 1199, 538, 1219]
table-cell: ୦୩. bbox=[42, 1159, 88, 1179]
table-cell: ଛେଣ୍ଡିପଦା bbox=[1100, 1239, 1188, 1259]
table-cell: ଛେଣ୍ଡିପଦା bbox=[954, 1139, 1042, 1159]
plot-number-list: ୨୭୩୮(ଅଂଶ), ୨୭୪୦(ଅଂଶ), ୨୭୭୭(ଅଂଶ), ୨୮୮୪(ଅଂଶ), ୭୭୭୭(ଅଂଶ), ୯୦୦୭(ଅଂଶ), ୯୦୦୯(ଅଂଶ), ୯୦୧୨(ଅଂଶ), ୯୦୧୪(ଅଂଶ), ୯୦୧୭(ଅଂଶ), ୯୦୨୧(ଅଂଶ), ୯୦୨୩(ଅଂଶ), ୯୦୬୩(ଅଂଶ), ୯୦୭୧(ଅଂଶ), ୯୦୮୮(ଅଂଶ), ୯୧୦୨(ଅଂଶ), ୯୧୦୬(ଅଂଶ), ୯୧୧୧(ଅଂଶ), ୯୧୨୩(ଅଂଶ), ୯୨୦୧(ଅଂଶ), ୯୨୧୪(ଅଂଶ), ୯୨୨୨ରୁ୯୨୩୦, ୯୨୩୧(ଅଂଶ), ୯୨୪୦(ଅଂଶ), ୯୨୪୫(ଅଂଶ), ୯୨୬୦(ଅଂଶ), ୯୨୭୭(ଅଂଶ), ୯୩୦୧(ଅଂଶ), ୯୩୧୬(ଅଂଶ), ୯୩୩୩(ଅଂଶ), ୯୩୪୮(ଅଂଶ), ୯୩୬୦(ଅଂଶ), ୯୩୭୭(ଅଂଶ), ୯୪୦୪(ଅଂଶ), ୯୪୨୧(ଅଂଶ), ୯୪୪୨(ଅଂଶ), ୯୪୬୬(ଅଂଶ), ୯୪୮୮(ଅଂଶ), ୯୫୦୫(ଅଂଶ), ୯୫୨୮(ଅଂଶ), ୯୫୫୦(ଅଂଶ), ୯୫୭୭(ଅଂଶ), ୯୬୦୩(ଅଂଶ), ୯୬୨୯(ଅଂଶ), ୯୬୫୫(ଅଂଶ), ୯୬୮୦(ଅଂଶ), ୯୭୧୨(ଅଂଶ), ୯୭୪୪(ଅଂଶ), ୯୭୭୭(ଅଂଶ), ୧୦୦୦୭(ଅଂଶ), ୧୦୦୨୩(ଅଂଶ), ୧୦୦୪୫(ଅଂଶ), ୧୦୦୬୭(ଅଂଶ), ୧୦୦୮୯(ଅଂଶ), ୧୦୧୦୨(ଅଂଶ) bbox=[765, 1668, 1459, 1767]
table-cell: ଅଂଶ bbox=[664, 1139, 737, 1159]
table-cell: ଛେଣ୍ଡିପଦା bbox=[378, 1119, 466, 1139]
table-cell: ଅନୁଗୁଳ bbox=[465, 1119, 538, 1139]
table-cell: ଛେଣ୍ଡିପଦା bbox=[954, 1219, 1042, 1239]
table-cell: ଛେଣ୍ଡିପଦା bbox=[954, 1159, 1042, 1179]
gazette-subtitle: ସ୍ୱତନ୍ତ୍ର bbox=[723, 248, 777, 264]
table-cell: ଛେଣ୍ଡିପଦା bbox=[1100, 1119, 1188, 1139]
masthead bbox=[41, 49, 1459, 318]
table-cell: ଛେଣ୍ଡିପଦା bbox=[1100, 1199, 1188, 1219]
plot-number-list: ୨୦୧ରୁ୨୦୭, ୩୦୧ରୁ୩୦୮, ୩୦୯ରୁ୩୧୮, ୯୪ରୁ୧୧୦, ୭୭ରୁ୮୩, ୫୪ରୁ୬୦, ୪୧ରୁ୪୮, ୨୨ରୁ୩୫, ୬୭ରୁ୭୩, ୮୮ରୁ୯୬, ୧୨୧ରୁ୧୩୩, ୧୪୦ରୁ୧୪୮, ୧୫୦ରୁ୧୬୩, ୧୬୪ରୁ୧୭୭, ୧୭୮ରୁ୧୮୬, ୧୮୭ରୁ୧୯୯, ୨୦୮ରୁ୨୧୯, ୨୨୦ରୁ୨୩୫, ୨୩୬ରୁ୨୪୭, ୨୪୮ରୁ୨୫୯, ୨୬୦ରୁ୨୭୧, ୨୭୨ରୁ୨୮୩, ୨୮୪ରୁ୨୯୫, ୨୯୬ରୁ୩୦୦, ୩୧୯ରୁ୩୩୦, ୩୩୧ରୁ୩୪୨, ୩୪୩ରୁ୩୫୪, ୩୫୫ରୁ୩୬୬, ୩୬୭ରୁ୩୭୮, ୩୭୯ରୁ୩୯୦, ୩୯୧ରୁ୩୯୯, ୪୦୦ରୁ୪୧୨, ୪୧୩ରୁ୪୨୫, ୪୨୬ରୁ୪୩୮, ୪୩୯ରୁ୪୫୦, ୪୫୧ରୁ୪୬୩, ୪୬୪ରୁ୪୭୬, ୪୭୭ରୁ୪୮୯, ୪୯୦ରୁ୪୯୯ bbox=[765, 1574, 1459, 1639]
table-cell: ୦୭. bbox=[764, 1239, 810, 1259]
table-cell: ଛେଣ୍ଡିପଦା bbox=[378, 1139, 466, 1159]
table-cell: ଛେଣ୍ଡିପଦା bbox=[1100, 1159, 1188, 1179]
